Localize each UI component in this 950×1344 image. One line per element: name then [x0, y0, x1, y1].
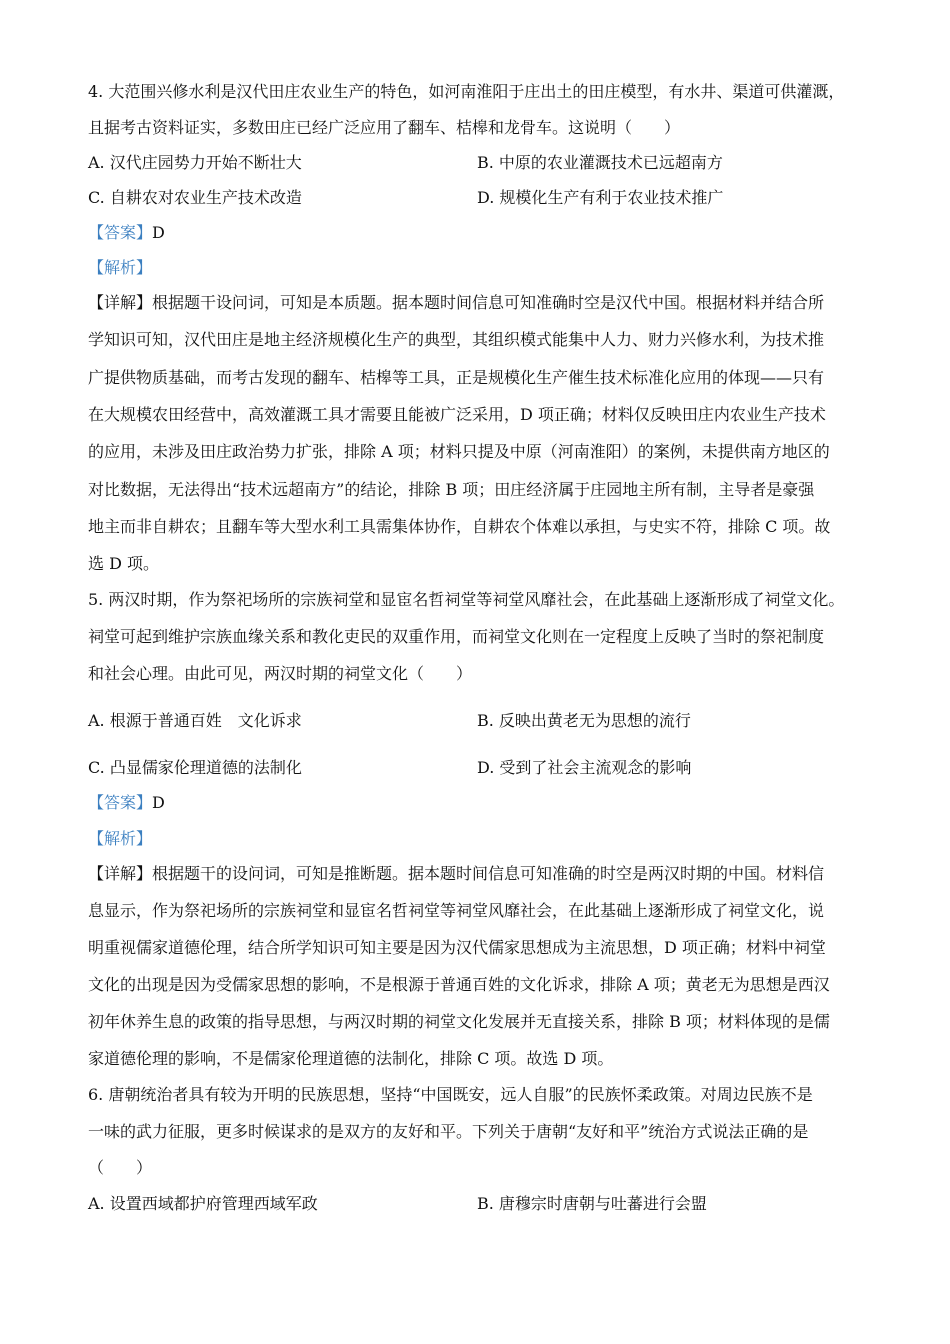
q4-analysis-label: 【解析】 [88, 258, 153, 277]
q5-detail-line-5: 初年休养生息的政策的指导思想，与两汉时期的祠堂文化发展并无直接关系，排除 B 项；材料体现的是儒 [88, 1012, 830, 1031]
q5-option-a: A. 根源于普通百姓 文化诉求 [88, 711, 302, 730]
q5-answer-label: 【答案】 [88, 793, 153, 812]
q5-answer-value: D [152, 793, 165, 812]
q4-option-a: A. 汉代庄园势力开始不断壮大 [88, 153, 302, 172]
q5-option-b: B. 反映出黄老无为思想的流行 [477, 711, 691, 730]
q4-detail-line-8: 选 D 项。 [88, 554, 160, 573]
q5-detail-line-4: 文化的出现是因为受儒家思想的影响，不是根源于普通百姓的文化诉求，排除 A 项；黄老无为思想是西汉 [88, 975, 830, 994]
q5-analysis-label: 【解析】 [88, 829, 153, 848]
q4-detail-line-2: 学知识可知，汉代田庄是地主经济规模化生产的典型，其组织模式能集中人力、财力兴修水利，为技术推 [88, 330, 825, 349]
q4-detail-line-5: 的应用，未涉及田庄政治势力扩张，排除 A 项；材料只提及中原（河南淮阳）的案例，未提供南方地区的 [88, 442, 830, 461]
q5-detail-line-3: 明重视儒家道德伦理，结合所学知识可知主要是因为汉代儒家思想成为主流思想，D 项正确；材料中祠堂 [88, 938, 826, 957]
q5-stem-line-3: 和社会心理。由此可见，两汉时期的祠堂文化（ ） [88, 664, 473, 683]
q5-stem-line-1: 5. 两汉时期，作为祭祀场所的宗族祠堂和显宦名哲祠堂等祠堂风靡社会，在此基础上逐渐形成了祠堂文化。 [88, 590, 845, 609]
q5-stem-line-2: 祠堂可起到维护宗族血缘关系和教化吏民的双重作用，而祠堂文化则在一定程度上反映了当时的祭祀制度 [88, 627, 825, 646]
q5-answer-line [88, 793, 165, 813]
q5-detail-line-2: 息显示，作为祭祀场所的宗族祠堂和显宦名哲祠堂等祠堂风靡社会，在此基础上逐渐形成了祠堂文化，说 [88, 901, 825, 920]
q4-detail-line-3: 广提供物质基础，而考古发现的翻车、桔槔等工具，正是规模化生产催生技术标准化应用的体现——只有 [88, 368, 825, 387]
q4-answer-label: 【答案】 [88, 223, 153, 242]
q4-answer-value: D [152, 223, 165, 242]
q5-detail-line-6: 家道德伦理的影响，不是儒家伦理道德的法制化，排除 C 项。故选 D 项。 [88, 1049, 614, 1068]
q6-stem-line-2: 一味的武力征服，更多时候谋求的是双方的友好和平。下列关于唐朝“友好和平”统治方式说法正确的是 [88, 1122, 809, 1141]
q4-option-d: D. 规模化生产有利于农业技术推广 [477, 188, 724, 207]
q5-detail-line-1: 【详解】根据题干的设问词，可知是推断题。据本题时间信息可知准确的时空是两汉时期的中国。材料信 [88, 864, 825, 883]
q4-option-c: C. 自耕农对农业生产技术改造 [88, 188, 302, 207]
q5-option-d: D. 受到了社会主流观念的影响 [477, 758, 692, 777]
q4-detail-line-7: 地主而非自耕农；且翻车等大型水利工具需集体协作，自耕农个体难以承担，与史实不符，排除 C 项。故 [88, 517, 831, 536]
q4-stem-line-1: 4. 大范围兴修水利是汉代田庄农业生产的特色，如河南淮阳于庄出土的田庄模型，有水井、渠道可供灌溉， [88, 82, 845, 101]
q4-detail-line-4: 在大规模农田经营中，高效灌溉工具才需要且能被广泛采用，D 项正确；材料仅反映田庄内农业生产技术 [88, 405, 826, 424]
q4-stem-line-2: 且据考古资料证实，多数田庄已经广泛应用了翻车、桔槔和龙骨车。这说明（ ） [88, 118, 681, 137]
q6-stem-line-1: 6. 唐朝统治者具有较为开明的民族思想，坚持“中国既安，远人自服”的民族怀柔政策。对周边民族不是 [88, 1085, 813, 1104]
q6-option-b: B. 唐穆宗时唐朝与吐蕃进行会盟 [477, 1194, 707, 1213]
q4-answer-line [88, 223, 165, 243]
q6-stem-line-3: （ ） [88, 1158, 153, 1177]
q5-option-c: C. 凸显儒家伦理道德的法制化 [88, 758, 302, 777]
q4-detail-line-6: 对比数据，无法得出“技术远超南方”的结论，排除 B 项；田庄经济属于庄园地主所有制，主导者是豪强 [88, 480, 815, 499]
q6-option-a: A. 设置西域都护府管理西域军政 [88, 1194, 318, 1213]
q4-detail-line-1: 【详解】根据题干设问词，可知是本质题。据本题时间信息可知准确时空是汉代中国。根据材料并结合所 [88, 293, 825, 312]
q4-option-b: B. 中原的农业灌溉技术已远超南方 [477, 153, 723, 172]
